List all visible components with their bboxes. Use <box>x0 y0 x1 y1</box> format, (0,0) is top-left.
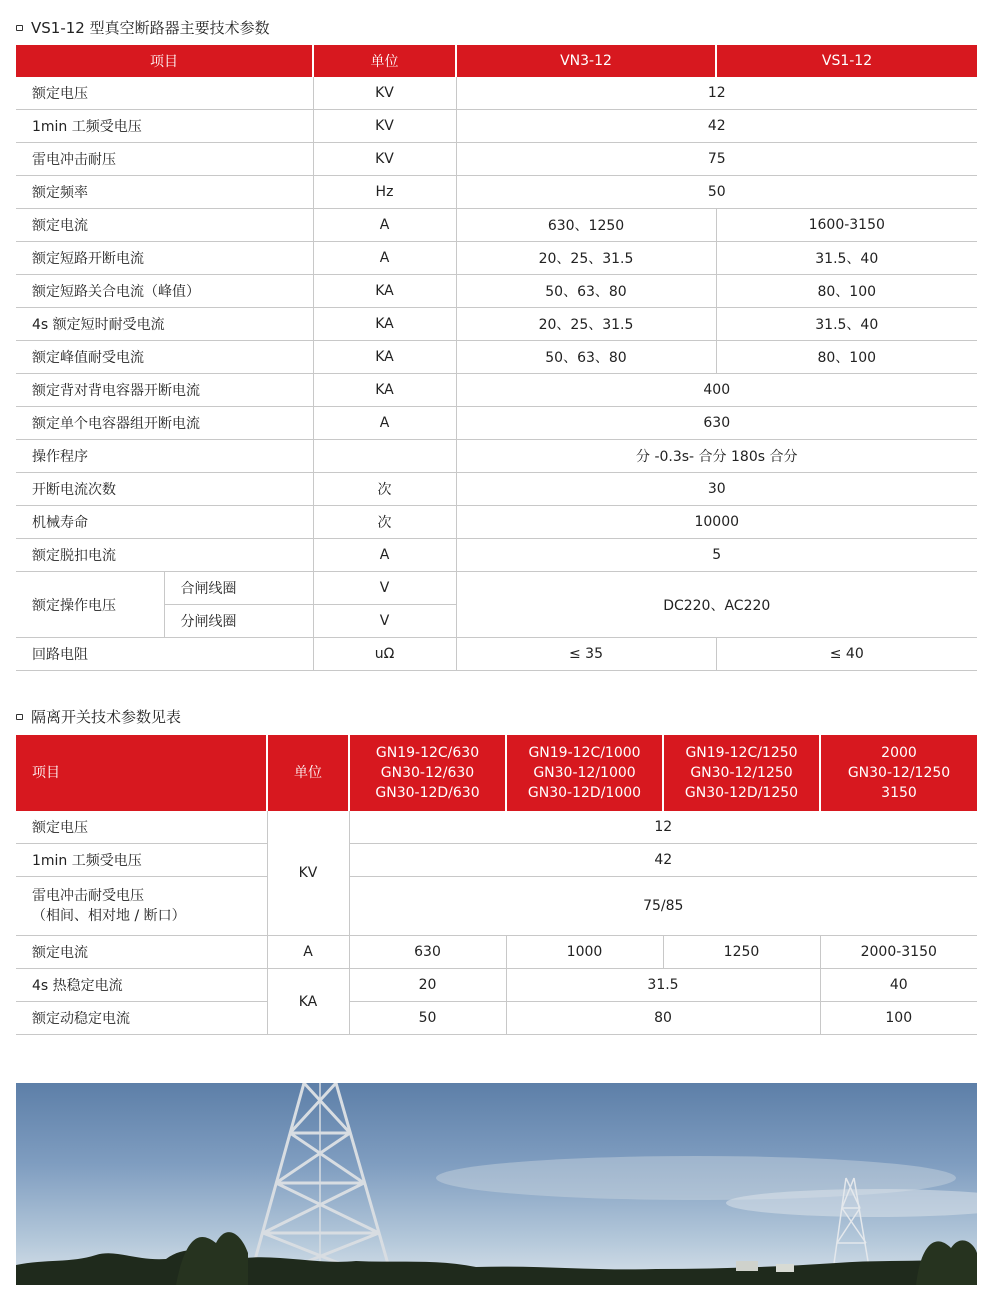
model-line: GN30-12/630 <box>380 765 475 781</box>
row-value: 42 <box>456 110 977 143</box>
row-value: 10000 <box>456 506 977 539</box>
row-value: 30 <box>456 473 977 506</box>
table-row <box>16 638 977 671</box>
row-unit: Hz <box>313 176 456 209</box>
section-title-disconnector-text: 隔离开关技术参数见表 <box>31 708 182 726</box>
disconnector-spec-table <box>16 735 977 1035</box>
section-title-breaker-text: VS1-12 型真空断路器主要技术参数 <box>31 19 270 37</box>
table-row <box>16 110 977 143</box>
row-unit: KV <box>313 77 456 110</box>
row-item: 额定电流 <box>16 936 267 969</box>
row-value: 12 <box>456 77 977 110</box>
model-line: 3150 <box>881 785 917 801</box>
row-value: 5 <box>456 539 977 572</box>
breaker-spec-table <box>16 45 977 671</box>
trip-coil-label: 分闸线圈 <box>164 605 313 638</box>
header-model-1250 <box>663 735 820 811</box>
table-row <box>16 209 977 242</box>
row-item: 额定峰值耐受电流 <box>16 341 313 374</box>
table-row <box>16 176 977 209</box>
model-line: 2000 <box>881 745 917 761</box>
header-unit: 单位 <box>313 45 456 77</box>
table-row <box>16 275 977 308</box>
header-model-2000 <box>820 735 977 811</box>
table-row <box>16 407 977 440</box>
header-item: 项目 <box>16 735 267 811</box>
house <box>736 1261 758 1271</box>
row-unit: KA <box>313 341 456 374</box>
row-value: 20 <box>349 969 506 1002</box>
model-line: GN30-12D/630 <box>375 785 480 801</box>
bullet-icon <box>16 25 23 31</box>
row-value: 50 <box>456 176 977 209</box>
row-unit: uΩ <box>313 638 456 671</box>
table-row <box>16 440 977 473</box>
row-vn3-value: 630、1250 <box>456 209 716 242</box>
row-item-line: （相间、相对地 / 断口） <box>32 908 186 924</box>
row-item: 额定动稳定电流 <box>16 1002 267 1035</box>
row-unit: KA <box>313 275 456 308</box>
trip-coil-unit: V <box>313 605 456 638</box>
model-line: GN19-12C/1250 <box>685 745 798 761</box>
model-line: GN30-12/1000 <box>533 765 636 781</box>
row-item: 额定短路开断电流 <box>16 242 313 275</box>
row-item: 额定电压 <box>16 811 267 844</box>
transmission-tower-photo <box>16 1083 977 1285</box>
row-item: 1min 工频受电压 <box>16 110 313 143</box>
row-value: 80 <box>506 1002 820 1035</box>
kv-unit-cell: KV <box>267 811 349 936</box>
row-value: 400 <box>456 374 977 407</box>
table-row <box>16 1002 977 1035</box>
table-row <box>16 77 977 110</box>
section-title-disconnector <box>16 706 181 727</box>
row-item: 4s 额定短时耐受电流 <box>16 308 313 341</box>
table-header-row <box>16 45 977 77</box>
row-vs1-value: 80、100 <box>716 341 977 374</box>
row-unit: A <box>267 936 349 969</box>
tree <box>916 1240 977 1285</box>
close-coil-label: 合闸线圈 <box>164 572 313 605</box>
op-voltage-value: DC220、AC220 <box>456 572 977 638</box>
model-line: GN30-12/1250 <box>690 765 793 781</box>
row-unit: 次 <box>313 506 456 539</box>
model-line: GN30-12D/1250 <box>684 785 799 801</box>
table-row <box>16 374 977 407</box>
row-vn3-value: 20、25、31.5 <box>456 308 716 341</box>
header-vs1: VS1-12 <box>716 45 977 77</box>
row-unit: A <box>313 539 456 572</box>
op-voltage-item: 额定操作电压 <box>16 572 164 638</box>
model-line: GN19-12C/1000 <box>528 745 641 761</box>
row-item: 4s 热稳定电流 <box>16 969 267 1002</box>
row-item: 1min 工频受电压 <box>16 844 267 877</box>
model-line: GN30-12D/1000 <box>527 785 642 801</box>
model-line: GN19-12C/630 <box>375 745 480 761</box>
table-row <box>16 844 977 877</box>
ka-unit-cell: KA <box>267 969 349 1035</box>
row-item: 雷电冲击耐压 <box>16 143 313 176</box>
close-coil-unit: V <box>313 572 456 605</box>
row-item: 额定频率 <box>16 176 313 209</box>
row-unit: KA <box>313 374 456 407</box>
row-unit: A <box>313 407 456 440</box>
row-vn3-value: 20、25、31.5 <box>456 242 716 275</box>
bullet-icon <box>16 714 23 720</box>
row-item <box>16 877 267 936</box>
header-item: 项目 <box>16 45 313 77</box>
row-value: 40 <box>820 969 977 1002</box>
table-row <box>16 936 977 969</box>
row-vs1-value: ≤ 40 <box>716 638 977 671</box>
table-row <box>16 969 977 1002</box>
row-vn3-value: ≤ 35 <box>456 638 716 671</box>
model-line: GN30-12/1250 <box>847 765 951 781</box>
row-item: 额定单个电容器组开断电流 <box>16 407 313 440</box>
row-value: 2000-3150 <box>820 936 977 969</box>
row-vs1-value: 31.5、40 <box>716 242 977 275</box>
row-value: 12 <box>349 811 977 844</box>
row-item: 开断电流次数 <box>16 473 313 506</box>
house <box>776 1264 794 1272</box>
table-row <box>16 143 977 176</box>
row-vn3-value: 50、63、80 <box>456 341 716 374</box>
tree <box>176 1232 248 1285</box>
row-item: 额定电流 <box>16 209 313 242</box>
row-unit: 次 <box>313 473 456 506</box>
tower-landscape-illustration <box>16 1083 977 1285</box>
row-value: 100 <box>820 1002 977 1035</box>
row-value: 分 -0.3s- 合分 180s 合分 <box>456 440 977 473</box>
row-vs1-value: 31.5、40 <box>716 308 977 341</box>
row-value: 75/85 <box>349 877 977 936</box>
row-item-line: 雷电冲击耐受电压 <box>32 888 144 904</box>
section-title-breaker <box>16 17 270 38</box>
row-item: 操作程序 <box>16 440 313 473</box>
table-row <box>16 473 977 506</box>
table-row <box>16 877 977 936</box>
table-header-row <box>16 735 977 811</box>
header-model-630 <box>349 735 506 811</box>
table-row <box>16 506 977 539</box>
row-value: 31.5 <box>506 969 820 1002</box>
row-value: 1000 <box>506 936 663 969</box>
row-unit: KV <box>313 110 456 143</box>
row-item: 额定电压 <box>16 77 313 110</box>
row-item: 回路电阻 <box>16 638 313 671</box>
header-unit: 单位 <box>267 735 349 811</box>
row-unit <box>313 440 456 473</box>
row-vs1-value: 80、100 <box>716 275 977 308</box>
row-vn3-value: 50、63、80 <box>456 275 716 308</box>
row-value: 75 <box>456 143 977 176</box>
row-value: 630 <box>456 407 977 440</box>
row-item: 额定脱扣电流 <box>16 539 313 572</box>
table-row <box>16 539 977 572</box>
row-value: 1250 <box>663 936 820 969</box>
row-item: 机械寿命 <box>16 506 313 539</box>
row-value: 50 <box>349 1002 506 1035</box>
row-vs1-value: 1600-3150 <box>716 209 977 242</box>
header-vn3: VN3-12 <box>456 45 716 77</box>
table-row <box>16 811 977 844</box>
row-value: 630 <box>349 936 506 969</box>
row-unit: A <box>313 242 456 275</box>
table-row <box>16 242 977 275</box>
row-unit: KV <box>313 143 456 176</box>
tower-left <box>248 1083 394 1285</box>
header-model-1000 <box>506 735 663 811</box>
row-item: 额定短路关合电流（峰值） <box>16 275 313 308</box>
table-row-op-voltage-close <box>16 572 977 605</box>
row-unit: A <box>313 209 456 242</box>
table-row <box>16 308 977 341</box>
treeline <box>16 1250 977 1285</box>
row-item: 额定背对背电容器开断电流 <box>16 374 313 407</box>
row-value: 42 <box>349 844 977 877</box>
row-unit: KA <box>313 308 456 341</box>
table-row <box>16 341 977 374</box>
